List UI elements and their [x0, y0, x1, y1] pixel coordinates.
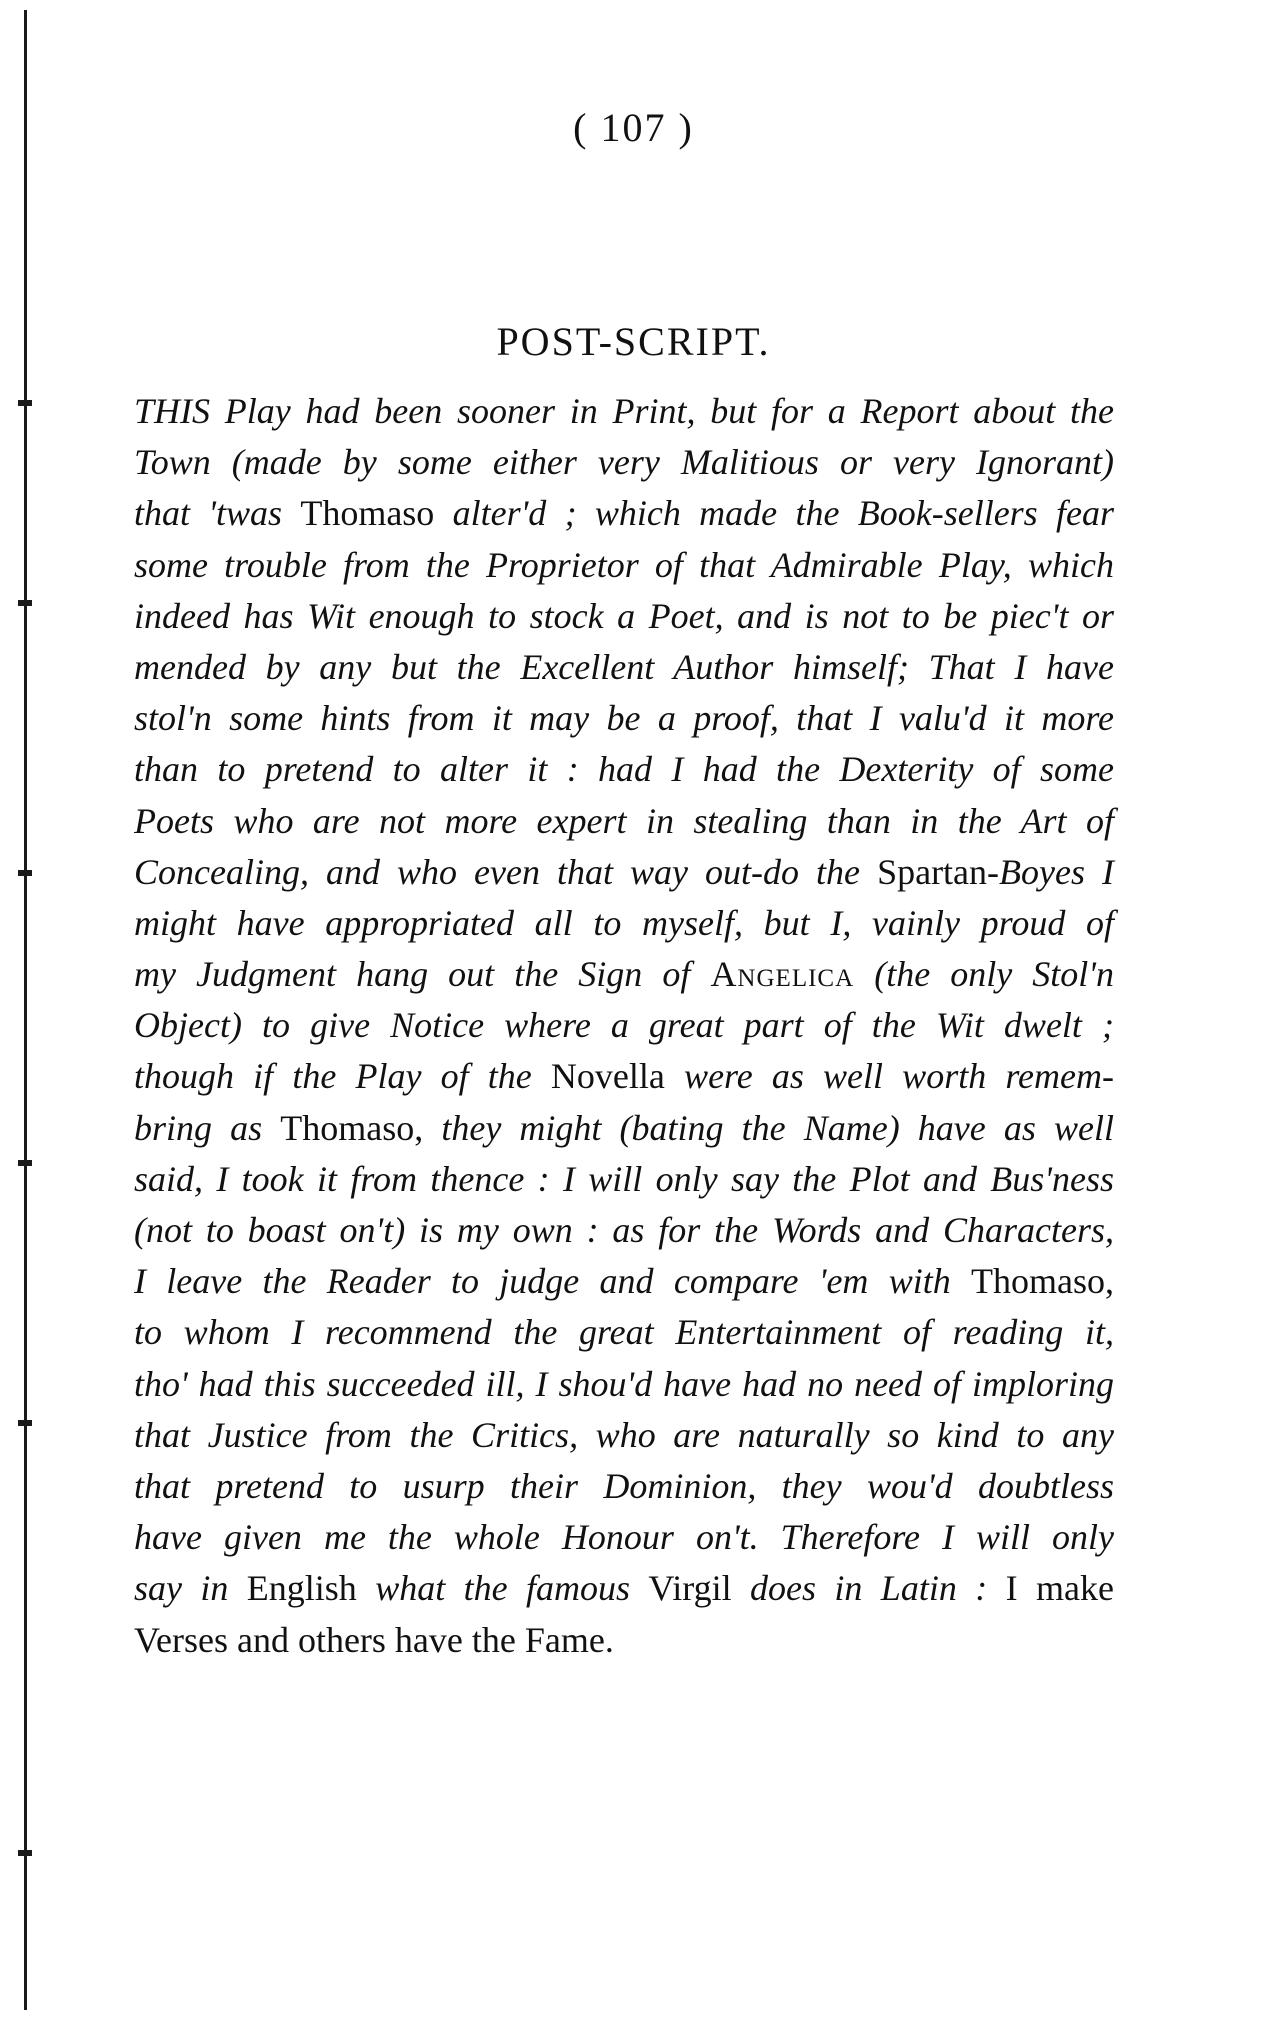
text-line [134, 847, 1114, 898]
text-line [134, 949, 1114, 1000]
text-run: Thomaso, [280, 1107, 424, 1148]
text-run: Angelica [710, 954, 855, 995]
page-title: POST-SCRIPT. [496, 319, 771, 364]
text-line [134, 744, 1114, 795]
text-run: Verses and others have the Fame. [134, 1619, 614, 1660]
text-run: Virgil [648, 1568, 732, 1609]
text-line [134, 1410, 1114, 1461]
text-run: than to pretend to alter it : had I had the Dexterity of some [134, 749, 1114, 790]
gutter-mark [18, 870, 32, 876]
text-line [134, 1256, 1114, 1307]
text-run: some trouble from the Proprietor of that Admirable Play, which [134, 544, 1114, 585]
text-run: THIS Play had been sooner in Print, but for a Report about the [134, 391, 1114, 431]
text-run: they might (bating the Name) have as well [423, 1107, 1114, 1148]
gutter-mark [18, 1850, 32, 1856]
text-run: Boyes I [999, 851, 1114, 892]
text-run: Thomaso, [971, 1261, 1114, 1302]
text-run: were as well worth remem- [664, 1056, 1114, 1097]
text-line [134, 1205, 1114, 1256]
text-run: tho' had this succeeded ill, I shou'd have had no need of imploring [134, 1363, 1114, 1404]
text-run: have given me the whole Honour on't. Therefore I will only [134, 1517, 1114, 1558]
text-line [134, 540, 1114, 591]
text-run: what the famous [356, 1568, 649, 1609]
text-run: English [246, 1568, 357, 1609]
text-run: Novella [550, 1056, 665, 1097]
text-line [134, 1307, 1114, 1358]
text-run: to whom I recommend the great Entertainment of reading it, [134, 1312, 1114, 1353]
text-run: said, I took it from thence : I will only say the Plot and Bus'ness [134, 1158, 1114, 1199]
text-run: my Judgment hang out the Sign of [134, 954, 711, 995]
text-line [134, 898, 1114, 949]
text-run: indeed has Wit enough to stock a Poet, and is not to be piec't or [134, 595, 1114, 636]
text-run: Spartan- [877, 851, 1000, 892]
gutter-line [24, 10, 27, 2010]
text-line [134, 1103, 1114, 1154]
text-line [134, 642, 1114, 693]
text-run: I make [1005, 1568, 1114, 1609]
text-run: Town (made by some either very Malitious or very Ignorant) [134, 442, 1114, 483]
gutter-mark [18, 600, 32, 606]
page-number: ( 107 ) [573, 105, 694, 150]
text-line [134, 1051, 1114, 1102]
gutter-mark [18, 1420, 32, 1426]
text-run: bring as [134, 1107, 281, 1148]
text-line [134, 591, 1114, 642]
postscript-body [134, 386, 1114, 1666]
text-run: that pretend to usurp their Dominion, they wou'd doubtless [134, 1465, 1114, 1506]
text-line [134, 796, 1114, 847]
gutter-mark [18, 400, 32, 406]
text-line [134, 1461, 1114, 1512]
text-run: that 'twas [134, 493, 301, 534]
text-run: say in [134, 1568, 247, 1609]
text-run: Thomaso [300, 493, 435, 534]
text-run: stol'n some hints from it may be a proof, that I valu'd it more [134, 698, 1114, 739]
text-run: that Justice from the Critics, who are naturally so kind to any [134, 1414, 1114, 1455]
gutter-mark [18, 1160, 32, 1166]
text-line [134, 1563, 1114, 1614]
page-gutter-edge [18, 0, 32, 2020]
text-run: might have appropriated all to myself, but I, vainly proud of [134, 902, 1114, 943]
text-run: Object) to give Notice where a great part of the Wit dwelt ; [134, 1005, 1114, 1046]
text-line [134, 1154, 1114, 1205]
text-line [134, 488, 1114, 539]
text-run: does in Latin : [731, 1568, 1006, 1609]
text-run: though if the Play of the [134, 1056, 551, 1097]
text-line [134, 693, 1114, 744]
text-run: Concealing, and who even that way out-do the [134, 851, 878, 892]
text-run: Poets who are not more expert in stealing than in the Art of [134, 800, 1114, 841]
text-run: alter'd ; which made the Book-sellers fear [434, 493, 1114, 534]
text-line [134, 1615, 1114, 1666]
text-line [134, 1512, 1114, 1563]
text-line [134, 1359, 1114, 1410]
text-line [134, 1000, 1114, 1051]
text-line [134, 437, 1114, 488]
text-run: (not to boast on't) is my own : as for the Words and Characters, [134, 1210, 1114, 1250]
text-run: mended by any but the Excellent Author himself; That I have [134, 646, 1114, 687]
text-run: I leave the Reader to judge and compare 'em with [134, 1261, 972, 1302]
text-run: (the only Stol'n [854, 954, 1115, 995]
text-line [134, 386, 1114, 437]
